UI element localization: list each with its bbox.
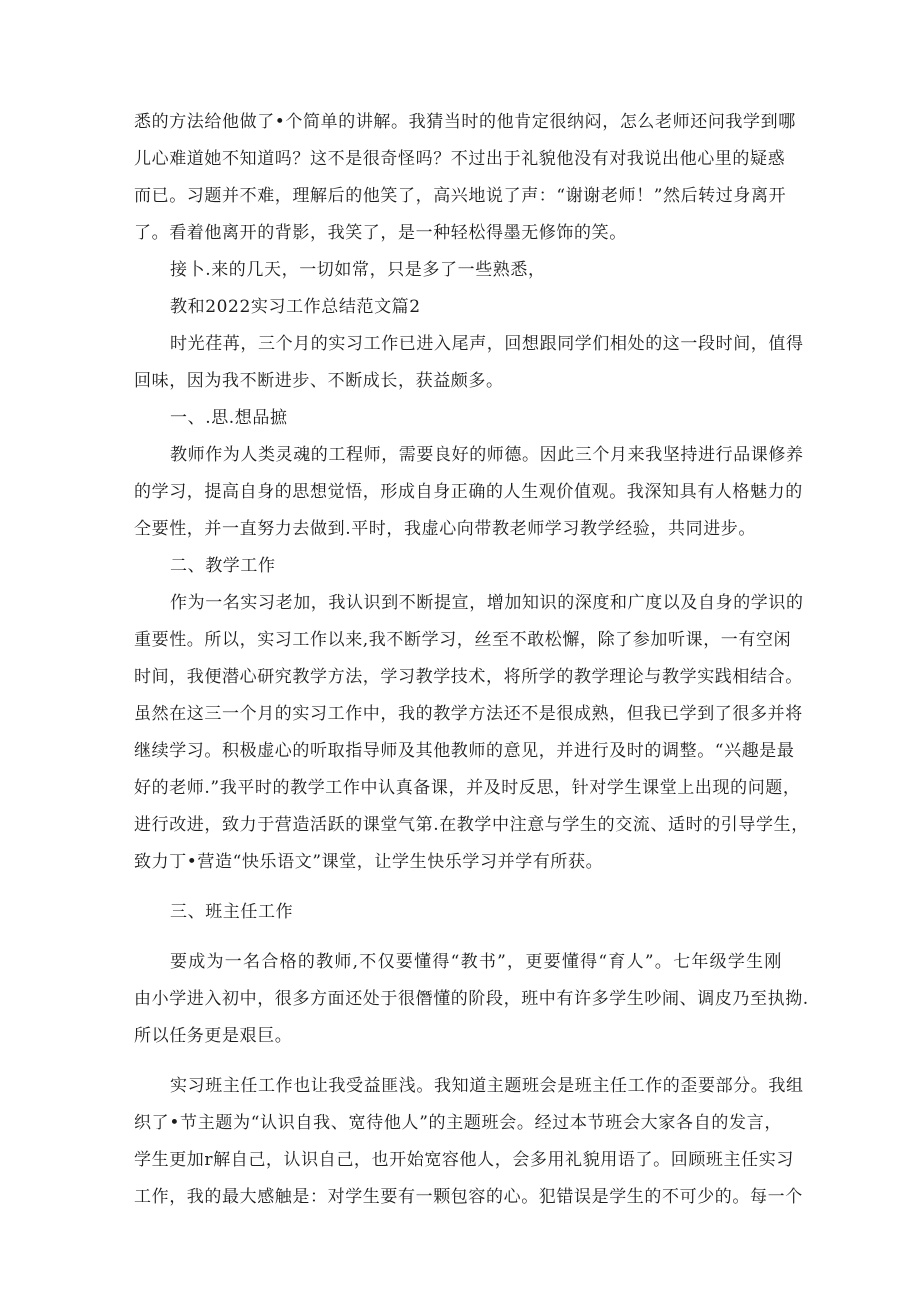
- section-title: 教和2022实习工作总结范文篇2: [170, 297, 421, 317]
- paragraph-line: 虽然在这三一个月的实习工作中，我的教学方法还不是很成熟，但我已学到了很多并将: [134, 704, 803, 724]
- paragraph-line: 悉的方法给他做了•个简单的讲解。我猜当时的他肯定很纳闷，怎么老师还问我学到哪: [134, 112, 796, 132]
- paragraph-line: 进行改进，致力于营造活跃的课堂气第.在教学中注意与学生的交流、适时的引导学生，: [134, 815, 809, 835]
- paragraph-line: 接卜.来的几天，一切如常，只是多了一些熟悉，: [170, 260, 546, 280]
- section-heading: 一、.思.想品摭: [170, 408, 288, 428]
- paragraph-line: 作为一名实习老加，我认识到不断提宣，增加知识的深度和广度以及自身的学识的: [170, 593, 804, 613]
- paragraph-line: 而已。习题并不难，理解后的他笑了，高兴地说了声：“谢谢老师！”然后转过身离开: [134, 186, 787, 206]
- section-heading: 二、教学工作: [170, 556, 276, 576]
- paragraph-line: 学生更加r解自己，认识自己，也开始宽容他人，会多用礼貌用语了。回顾班主任实习: [134, 1150, 794, 1170]
- paragraph-line: 工作，我的最大感触是：对学生要有一颗包容的心。犯错误是学生的不可少的。每一个: [134, 1187, 803, 1207]
- section-heading: 三、班主任工作: [170, 902, 294, 922]
- paragraph-line: 好的老师.”我平时的教学工作中认真备课，并及时反思，针对学生课堂上出现的问题，: [134, 778, 801, 798]
- paragraph-line: 时光荏苒，三个月的实习工作已进入尾声，回想跟同学们相处的这一段时间，值得: [170, 334, 804, 354]
- paragraph-line: 仝要性，并一直努力去做到.平时，我虚心向带教老师学习教学经验，共同进步。: [134, 519, 757, 539]
- paragraph-line: 了。看着他离开的背影，我笑了，是一种轻松得墨无修饰的笑。: [134, 223, 627, 243]
- paragraph-line: 儿心难道她不知道吗？这不是很奇怪吗？不过出于礼貌他没有对我说出他心里的疑惑: [134, 149, 786, 169]
- paragraph-line: 实习班主任工作也让我受益匪浅。我知道主题班会是班主任工作的歪要部分。我组: [170, 1076, 804, 1096]
- paragraph-line: 时间，我便潜心研究教学方法，学习教学技术，将所学的教学理论与教学实践相结合。: [134, 667, 803, 687]
- paragraph-line: 的学习，提高自身的思想觉悟，形成自身正确的人生观价值观。我深知具有人格魅力的: [134, 482, 803, 502]
- paragraph-line: 由小学进入初中，很多方面还处于很僭懂的阶段，班中有许多学生吵闹、调皮乃至执拗.: [134, 989, 809, 1009]
- paragraph-line: 继续学习。积极虚心的听取指导师及其他教师的意见，并进行及时的调整。“兴趣是最: [134, 741, 795, 761]
- paragraph-line: 所以任务更是艰巨。: [134, 1026, 293, 1046]
- paragraph-line: 要成为一名合格的教师,不仅要懂得“教书”，更要懂得“育人”。七年级学生刚: [170, 952, 782, 972]
- paragraph-line: 织了•节主题为“认识自我、宽待他人”的主题班会。经过本节班会大家各自的发言，: [134, 1113, 782, 1133]
- paragraph-line: 回味，因为我不断进步、不断成长，获益颇多。: [134, 371, 504, 391]
- paragraph-line: 教师作为人类灵魂的工程师，需要良好的师德。因此三个月来我坚持进行品课修养: [170, 445, 804, 465]
- document-body: [134, 104, 809, 1216]
- paragraph-line: 重要性。所以，实习工作以来,我不断学习，丝至不敢松懈，除了参加听课，一有空闲: [134, 630, 792, 650]
- paragraph-line: 致力丁•营造“快乐语文”课堂，让学生快乐学习并学有所获。: [134, 852, 604, 872]
